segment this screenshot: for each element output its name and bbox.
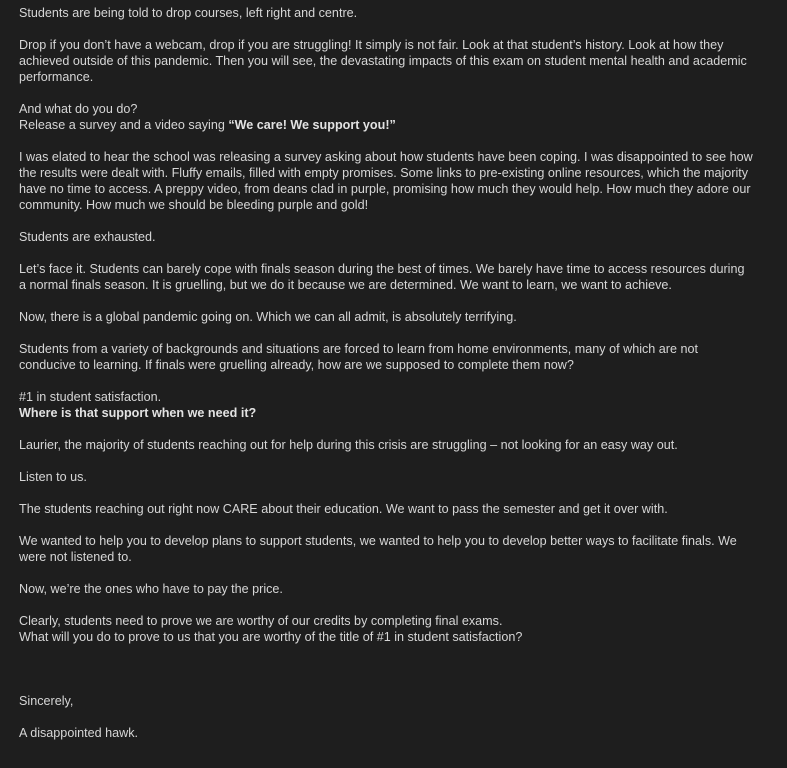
spacer [19,661,767,693]
paragraph-satisfaction [19,389,767,421]
text-line: performance. [19,70,94,84]
text-line: Drop if you don’t have a webcam, drop if you are struggling! It simply is not fair. Look at that student’s history. Look at how they [19,38,724,52]
text-line: have no time to access. A preppy video, from deans clad in purple, promising how much they would help. How much they adore our [19,182,751,196]
paragraph-elated [19,149,767,213]
paragraph-exhausted [19,229,767,245]
text-line: A disappointed hawk. [19,726,139,740]
closing [19,693,767,709]
paragraph-care [19,501,767,517]
text-line: a normal finals season. It is gruelling, but we do it because we are determined. We want to learn, we want to achieve. [19,278,672,292]
text-line: And what do you do? [19,102,138,116]
paragraph-drop-courses [19,37,767,85]
text-line: Laurier, the majority of students reaching out for help during this crisis are struggling – not looking for an easy way out. [19,438,678,452]
text-segment: Release a survey and a video saying [19,118,229,132]
text-line: Let’s face it. Students can barely cope with finals season during the best of times. We barely have time to access resources during [19,262,745,276]
text-line: Students from a variety of backgrounds and situations are forced to learn from home environments, many of which are not [19,342,699,356]
text-line: the results were dealt with. Fluffy emails, filled with empty promises. Some links to pre-existing online resources, which the majority [19,166,749,180]
text-line: I was elated to hear the school was releasing a survey asking about how students have been coping. I was disappointed to see how [19,150,753,164]
text-line: conducive to learning. If finals were gruelling already, how are we supposed to complete them now? [19,358,574,372]
text-line [19,117,767,133]
text-line: Clearly, students need to prove we are worthy of our credits by completing final exams. [19,614,503,628]
paragraph-pandemic [19,309,767,325]
text-line: achieved outside of this pandemic. Then you will see, the devastating impacts of this exam on student mental health and academic [19,54,747,68]
paragraph-finals-season [19,261,767,293]
signature [19,725,767,741]
text-line: Now, we’re the ones who have to pay the price. [19,582,283,596]
paragraph-prove [19,613,767,645]
text-line: community. How much we should be bleeding purple and gold! [19,198,369,212]
paragraph-home-learning [19,341,767,373]
bold-question: Where is that support when we need it? [19,406,257,420]
text-line: Sincerely, [19,694,74,708]
paragraph-help-plans [19,533,767,565]
text-line: The students reaching out right now CARE about their education. We want to pass the semester and get it over with. [19,502,668,516]
text-line: #1 in student satisfaction. [19,390,162,404]
text-line: were not listened to. [19,550,132,564]
paragraph-laurier [19,437,767,453]
bold-quote: “We care! We support you!” [228,118,396,132]
text-line: Now, there is a global pandemic going on. Which we can all admit, is absolutely terrifying. [19,310,517,324]
text-line: Listen to us. [19,470,87,484]
text-line: Students are exhausted. [19,230,156,244]
text-line: What will you do to prove to us that you are worthy of the title of #1 in student satisfaction? [19,630,523,644]
paragraph-survey [19,101,767,133]
paragraph-opening [19,5,767,21]
text-line: Students are being told to drop courses, left right and centre. [19,6,358,20]
paragraph-listen [19,469,767,485]
paragraph-price [19,581,767,597]
text-line: We wanted to help you to develop plans to support students, we wanted to help you to develop better ways to facilitate finals. We [19,534,737,548]
